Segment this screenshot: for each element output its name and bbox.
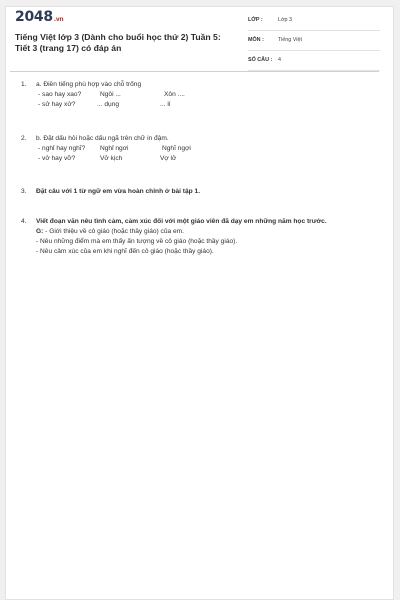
hint-label: G: [36, 228, 44, 235]
exercise-row [36, 144, 381, 154]
exercise-row [36, 90, 381, 100]
exercise-label: - vở hay vỡ? [38, 155, 76, 162]
hint-line: - Nêu những điểm mà em thấy ấn tượng về cô giáo (hoặc thầy giáo). [36, 238, 238, 245]
exercise-row [36, 100, 381, 110]
question-prompt: Viết đoạn văn nêu tình cảm, cảm xúc đối với một giáo viên đã dạy em những năm học trước. [36, 218, 327, 225]
question-prompt: Đặt câu với 1 từ ngữ em vừa hoàn chỉnh ở bài tập 1. [36, 188, 201, 195]
exercise-item: Vợ lở [160, 155, 177, 162]
exercise-row [36, 154, 381, 164]
meta-key: SỐ CÂU : [248, 57, 273, 63]
exercise-label: - sử hay xử? [38, 101, 76, 108]
meta-row-question-count [248, 54, 380, 71]
hint-text: - Giới thiệu về cô giáo (hoặc thầy giáo) của em. [45, 228, 185, 235]
meta-key: LỚP : [248, 17, 263, 23]
meta-value: 4 [278, 57, 281, 63]
page-title: Tiếng Việt lớp 3 (Dành cho buổi học thứ 2) Tuần 5: Tiết 3 (trang 17) có đáp án [15, 32, 221, 53]
question-number: 4. [21, 218, 27, 225]
meta-row-subject [248, 34, 380, 51]
exercise-item: Xôn .... [164, 91, 185, 98]
exercise-item: Nghỉ ngơi [100, 145, 129, 152]
header-divider [10, 71, 379, 72]
meta-table [248, 14, 380, 74]
site-logo[interactable] [15, 9, 63, 25]
exercise-item: Ngôi ... [100, 91, 121, 98]
meta-row-class [248, 14, 380, 31]
meta-value: Tiếng Việt [278, 37, 302, 43]
question-number: 2. [21, 135, 27, 142]
question-prompt: b. Đặt dấu hỏi hoặc dấu ngã trên chữ in đậm. [36, 135, 169, 142]
exercise-label: - sao hay xao? [38, 91, 82, 98]
exercise-item: ... dụng [97, 101, 119, 108]
question-prompt: a. Điền tiếng phù hợp vào chỗ trống [36, 81, 142, 88]
logo-main: 2048 [15, 9, 53, 25]
exercise-label: - nghỉ hay nghĩ? [38, 145, 86, 152]
meta-value: Lớp 3 [278, 17, 293, 23]
question-number: 3. [21, 188, 27, 195]
hint-line: - Nêu cảm xúc của em khi nghĩ đến cô giáo (hoặc thầy giáo). [36, 248, 214, 255]
exercise-item: ... lí [160, 101, 171, 108]
hint-line [36, 227, 381, 237]
exercise-item: Vở kịch [100, 155, 123, 162]
question-number: 1. [21, 81, 27, 88]
meta-key: MÔN : [248, 37, 264, 43]
exercise-item: Nghĩ ngợi [162, 145, 191, 152]
logo-suffix: .vn [53, 16, 64, 23]
